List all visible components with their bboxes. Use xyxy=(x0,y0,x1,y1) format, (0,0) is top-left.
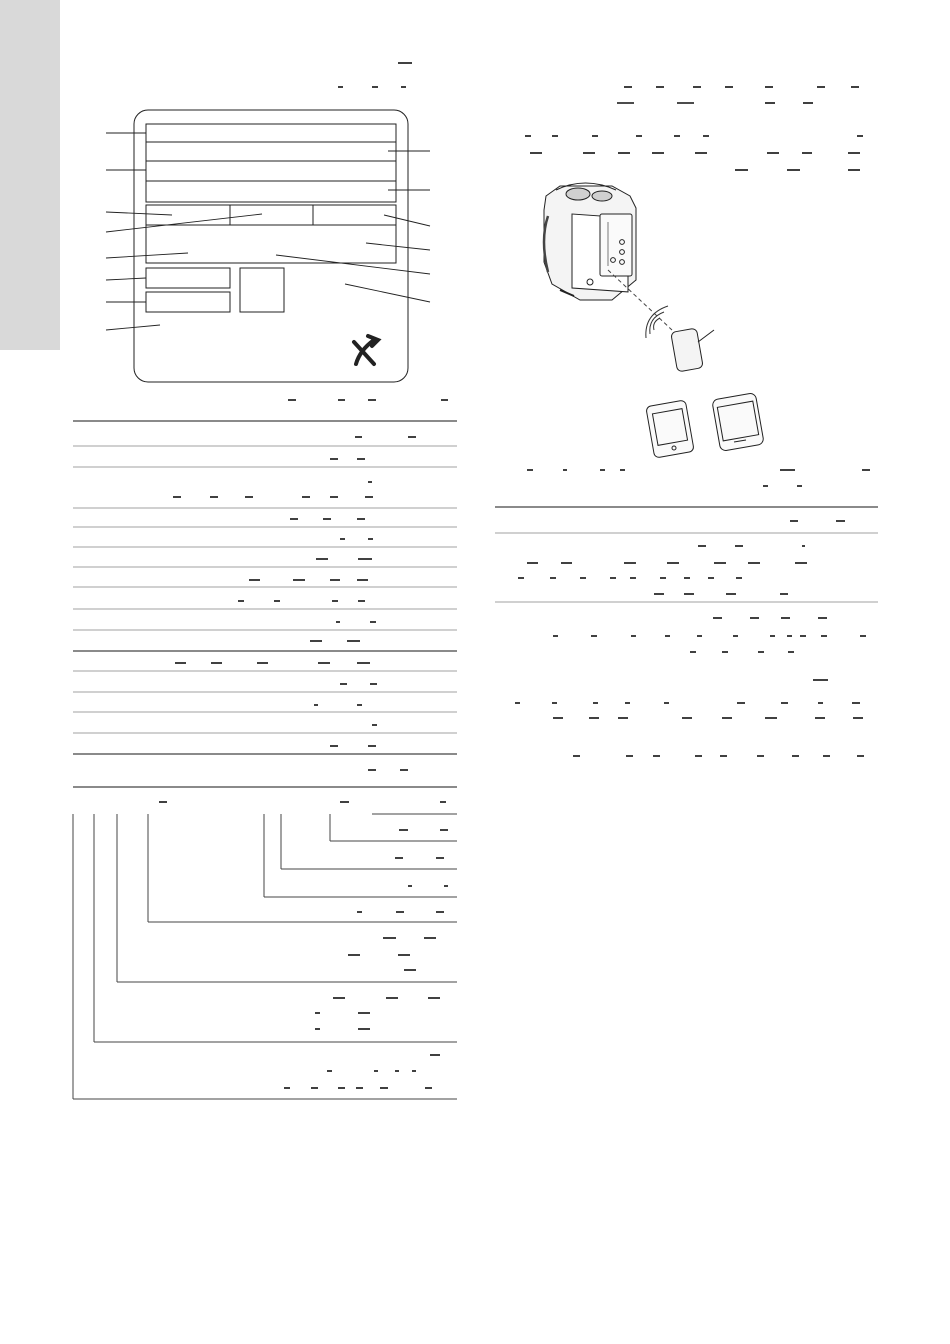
nameplate-right-callouts xyxy=(276,151,430,302)
wireless-signal-icon xyxy=(646,306,668,338)
nameplate-outline xyxy=(134,110,408,382)
left-table-rules xyxy=(73,421,457,787)
type-key-bracket-diagram xyxy=(73,814,457,1099)
nameplate-field-7 xyxy=(313,205,396,225)
nameplate-left-callouts xyxy=(106,133,262,330)
ghost-glyphs-top xyxy=(173,63,448,770)
right-table-rules xyxy=(495,507,878,602)
grundfos-logo-icon xyxy=(354,336,378,364)
nameplate-field-4 xyxy=(146,181,396,202)
nameplate-field-2 xyxy=(146,142,396,161)
nameplate-field-3 xyxy=(146,161,396,181)
phone-illustration-iphone xyxy=(646,400,694,458)
nameplate-field-10 xyxy=(146,292,230,312)
remote-dongle xyxy=(671,328,714,372)
phone-illustration-android xyxy=(712,393,764,452)
nameplate-qr-box xyxy=(240,268,284,312)
ghost-glyphs-bracket xyxy=(159,802,448,1088)
nameplate-field-1 xyxy=(146,124,396,142)
nameplate-field-8 xyxy=(146,225,396,263)
nameplate-field-9 xyxy=(146,268,230,288)
nameplate-figure xyxy=(106,110,430,382)
pump-illustration xyxy=(544,183,636,300)
nameplate-field-5 xyxy=(146,205,230,225)
nameplate-field-6 xyxy=(230,205,313,225)
